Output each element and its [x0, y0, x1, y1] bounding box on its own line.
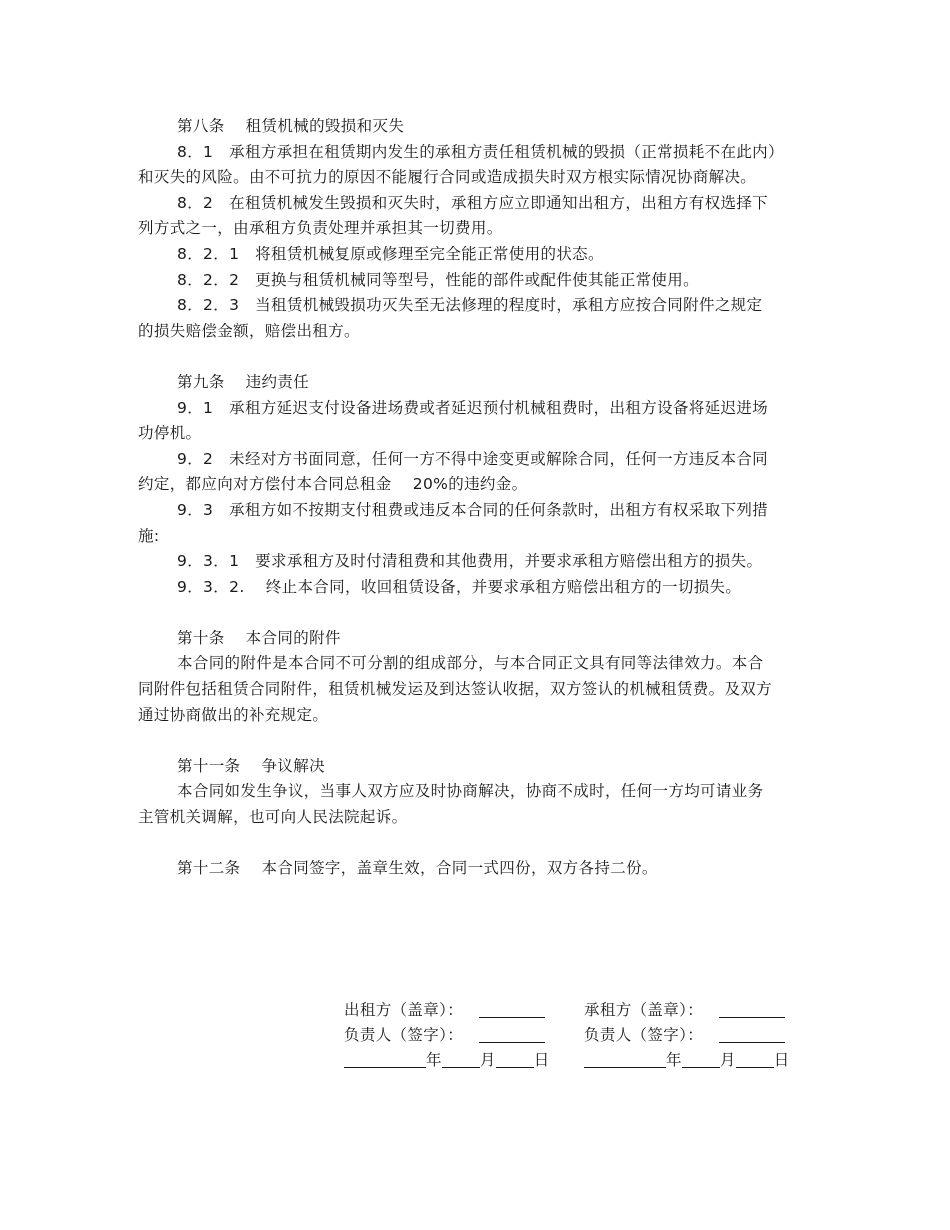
clause-9-2: 9．2 未经对方书面同意，任何一方不得中途变更或解除合同，任何一方违反本合同约定，都应向对方偿付本合同总租金 20%的违约金。: [138, 449, 769, 494]
article-10-text: 本合同的附件是本合同不可分割的组成部分，与本合同正文具有同等法律效力。本合同附件包括租赁合同附件，租赁机械发运及到达签认收据，双方签认的机械租赁费。及双方通过协商做出的补充规定。: [138, 654, 773, 724]
day-blank: [736, 1051, 774, 1068]
lessor-date-field: [344, 1048, 584, 1073]
lessee-date-field: [584, 1048, 824, 1073]
clause-9-3-2: 9．3．2. 终止本合同，收回租赁设备，并要求承租方赔偿出租方的一切损失。: [177, 577, 742, 596]
day-blank: [496, 1051, 534, 1068]
article-11-heading: 第十一条 争议解决: [177, 756, 325, 775]
lessee-sign-blank: [719, 1026, 785, 1043]
lessee-seal-blank: [719, 1001, 785, 1018]
lessee-sign-label: 负责人（签字）：: [584, 1026, 704, 1044]
contract-body: [138, 114, 778, 882]
sign-row: [344, 1023, 824, 1048]
clause-8-2-1: 8．2．1 将租赁机械复原或修理至完全能正常使用的状态。: [177, 244, 604, 263]
article-9-heading: 第九条 违约责任: [177, 372, 310, 391]
seal-row: [344, 998, 824, 1023]
clause-9-3: 9．3 承租方如不按期支付租费或违反本合同的任何条款时，出租方有权采取下列措施:: [138, 500, 769, 545]
article-10-heading: 第十条 本合同的附件: [177, 628, 341, 647]
lessor-sign-field: [344, 1023, 584, 1048]
clause-8-2-3: 8．2．3 当租赁机械毁损功灭失至无法修理的程度时，承租方应按合同附件之规定的损失赔偿金额，赔偿出租方。: [138, 296, 763, 340]
month-label: 月: [479, 1051, 496, 1069]
month-label: 月: [719, 1051, 736, 1069]
article-8-heading: 第八条 租赁机械的毁损和灭失: [177, 117, 405, 135]
spacer: [138, 344, 778, 370]
spacer: [138, 728, 778, 754]
lessor-seal-label: 出租方（盖章）：: [344, 1001, 464, 1019]
lessee-seal-field: [584, 998, 824, 1023]
lessor-sign-label: 负责人（签字）：: [344, 1026, 464, 1044]
signature-block: [344, 998, 824, 1073]
clause-9-3-1: 9．3．1 要求承租方及时付清租费和其他费用，并要求承租方赔偿出租方的损失。: [177, 552, 763, 571]
clause-9-1: 9．1 承租方延迟支付设备进场费或者延迟预付机械租费时，出租方设备将延迟进场功停机。: [138, 398, 769, 443]
day-label: 日: [773, 1051, 790, 1069]
year-blank: [584, 1051, 666, 1068]
lessee-seal-label: 承租方（盖章）：: [584, 1001, 704, 1019]
clause-8-2-2: 8．2．2 更换与租赁机械同等型号，性能的部件或配件使其能正常使用。: [177, 270, 699, 289]
day-label: 日: [533, 1051, 550, 1069]
month-blank: [682, 1051, 720, 1068]
lessor-seal-blank: [479, 1001, 545, 1018]
lessee-sign-field: [584, 1023, 824, 1048]
article-11-text: 本合同如发生争议，当事人双方应及时协商解决，协商不成时，任何一方均可请业务主管机关调解，也可向人民法院起诉。: [138, 782, 764, 827]
spacer: [138, 600, 778, 626]
date-row: [344, 1048, 824, 1073]
year-label: 年: [426, 1051, 442, 1069]
clause-8-1: 8．1 承租方承担在租赁期内发生的承租方责任租赁机械的毁损（正常损耗不在此内）和灭失的风险。由不可抗力的原因不能履行合同或造成损失时双方根实际情况协商解决。: [138, 142, 777, 187]
year-blank: [344, 1051, 426, 1068]
spacer: [138, 831, 778, 857]
clause-8-2: 8．2 在租赁机械发生毁损和灭失时，承租方应立即通知出租方，出租方有权选择下列方式之一，由承租方负责处理并承担其一切费用。: [138, 193, 769, 238]
lessor-seal-field: [344, 998, 584, 1023]
lessor-sign-blank: [479, 1026, 545, 1043]
month-blank: [442, 1051, 480, 1068]
article-12-heading: 第十二条 本合同签字，盖章生效，合同一式四份，双方各持二份。: [177, 859, 658, 878]
year-label: 年: [666, 1051, 682, 1069]
